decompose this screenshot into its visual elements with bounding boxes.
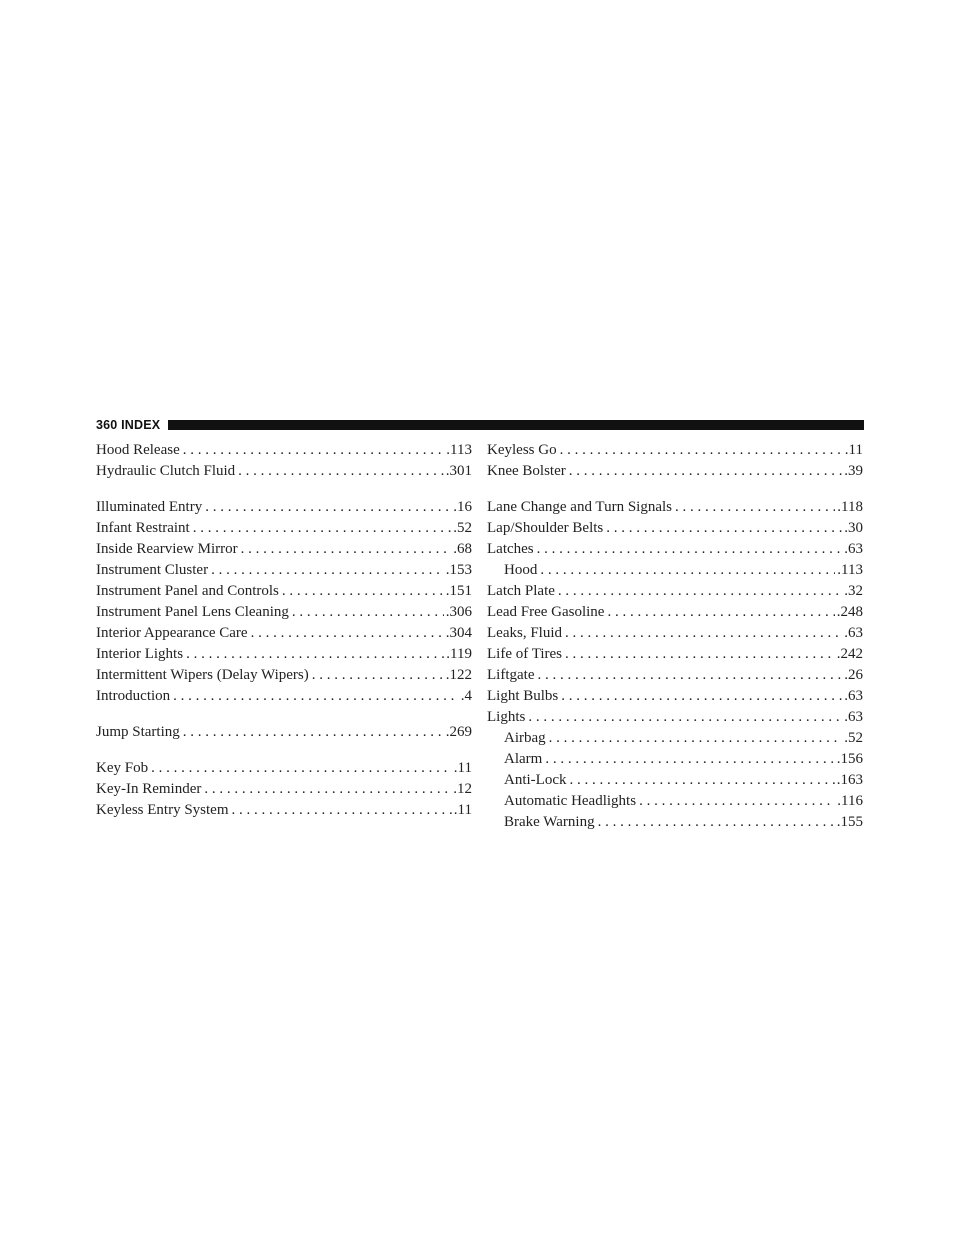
- entry-page-number: .151: [445, 583, 472, 599]
- index-entry: [487, 644, 863, 665]
- entry-page-number: .12: [453, 781, 472, 797]
- entry-page-number: .52: [453, 520, 472, 536]
- index-entry: [96, 623, 472, 644]
- dot-leader: [561, 686, 842, 707]
- dot-leader: [558, 581, 842, 602]
- entry-term: Leaks, Fluid: [487, 625, 562, 641]
- index-entry: [96, 758, 472, 779]
- dot-leader: [598, 812, 835, 833]
- dot-leader: [675, 497, 835, 518]
- entry-term: Liftgate: [487, 667, 535, 683]
- entry-term: Brake Warning: [504, 814, 595, 830]
- entry-term: Life of Tires: [487, 646, 562, 662]
- entry-term: Jump Starting: [96, 724, 180, 740]
- dot-leader: [537, 665, 842, 686]
- entry-term: Interior Appearance Care: [96, 625, 248, 641]
- entry-page-number: .52: [844, 730, 863, 746]
- dot-leader: [205, 497, 451, 518]
- entry-page-number: .63: [844, 541, 863, 557]
- entry-page-number: .119: [446, 646, 472, 662]
- entry-term: Key-In Reminder: [96, 781, 202, 797]
- index-entry: [487, 602, 863, 623]
- entry-page-number: .4: [460, 688, 472, 704]
- dot-leader: [211, 560, 444, 581]
- index-entry: [96, 779, 472, 800]
- entry-term: Alarm: [504, 751, 543, 767]
- entry-term: Automatic Headlights: [504, 793, 637, 809]
- index-subentry: [487, 728, 863, 749]
- entry-term: Knee Bolster: [487, 463, 566, 479]
- entry-term: Instrument Panel Lens Cleaning: [96, 604, 289, 620]
- index-entry: [96, 686, 472, 707]
- index-entry: [487, 539, 863, 560]
- dot-leader: [173, 686, 459, 707]
- entry-term: Infant Restraint: [96, 520, 190, 536]
- header-title: 360 INDEX: [96, 418, 161, 432]
- entry-page-number: .153: [445, 562, 472, 578]
- entry-term: Keyless Go: [487, 442, 557, 458]
- entry-page-number: .122: [445, 667, 472, 683]
- index-entry: [487, 440, 863, 461]
- entry-page-number: .26: [844, 667, 863, 683]
- entry-page-number: .116: [837, 793, 863, 809]
- entry-term: Intermittent Wipers (Delay Wipers): [96, 667, 309, 683]
- dot-leader: [569, 770, 834, 791]
- entry-page-number: .269: [445, 724, 472, 740]
- entry-term: Light Bulbs: [487, 688, 559, 704]
- entry-term: Instrument Cluster: [96, 562, 209, 578]
- entry-page-number: .242: [836, 646, 863, 662]
- entry-term: Airbag: [504, 730, 546, 746]
- entry-term: Lap/Shoulder Belts: [487, 520, 604, 536]
- dot-leader: [560, 440, 843, 461]
- dot-leader: [292, 602, 444, 623]
- dot-leader: [606, 518, 842, 539]
- index-subentry: [487, 791, 863, 812]
- entry-page-number: .248: [836, 604, 863, 620]
- entry-term: Lead Free Gasoline: [487, 604, 605, 620]
- dot-leader: [565, 644, 835, 665]
- entry-page-number: .39: [844, 463, 863, 479]
- entry-term: Keyless Entry System: [96, 802, 229, 818]
- dot-leader: [282, 581, 444, 602]
- dot-leader: [251, 623, 444, 644]
- dot-leader: [312, 665, 444, 686]
- index-entry: [487, 497, 863, 518]
- entry-term: Lights: [487, 709, 526, 725]
- index-subentry: [487, 812, 863, 833]
- index-subentry: [487, 560, 863, 581]
- index-entry: [487, 665, 863, 686]
- index-entry: [96, 497, 472, 518]
- entry-term: Latch Plate: [487, 583, 555, 599]
- index-entry: [487, 581, 863, 602]
- entry-term: Interior Lights: [96, 646, 184, 662]
- index-entry: [96, 461, 472, 482]
- header-rule: [168, 420, 864, 430]
- entry-page-number: .156: [836, 751, 863, 767]
- entry-page-number: .11: [844, 442, 863, 458]
- dot-leader: [569, 461, 843, 482]
- index-column-right: [487, 440, 863, 833]
- dot-leader: [151, 758, 452, 779]
- index-entry: [96, 539, 472, 560]
- dot-leader: [183, 440, 445, 461]
- entry-page-number: .155: [836, 814, 863, 830]
- index-column-left: [96, 440, 472, 821]
- dot-leader: [639, 791, 835, 812]
- entry-page-number: .163: [836, 772, 863, 788]
- dot-leader: [565, 623, 842, 644]
- entry-term: Hood Release: [96, 442, 180, 458]
- dot-leader: [537, 539, 843, 560]
- index-entry: [96, 602, 472, 623]
- dot-leader: [540, 560, 835, 581]
- dot-leader: [545, 749, 834, 770]
- dot-leader: [183, 722, 444, 743]
- entry-page-number: .301: [445, 463, 472, 479]
- entry-page-number: .63: [844, 709, 863, 725]
- entry-page-number: .118: [837, 499, 863, 515]
- index-entry: [96, 800, 472, 821]
- entry-page-number: .113: [446, 442, 472, 458]
- entry-term: Lane Change and Turn Signals: [487, 499, 672, 515]
- index-entry: [487, 518, 863, 539]
- entry-page-number: .304: [445, 625, 472, 641]
- index-entry: [487, 623, 863, 644]
- entry-term: Hydraulic Clutch Fluid: [96, 463, 236, 479]
- entry-page-number: .32: [844, 583, 863, 599]
- index-entry: [96, 440, 472, 461]
- dot-leader: [204, 779, 451, 800]
- dot-leader: [232, 800, 452, 821]
- entry-page-number: .306: [445, 604, 472, 620]
- dot-leader: [238, 461, 444, 482]
- entry-page-number: .63: [844, 625, 863, 641]
- entry-page-number: .16: [453, 499, 472, 515]
- entry-page-number: .11: [453, 760, 472, 776]
- index-entry: [487, 461, 863, 482]
- dot-leader: [528, 707, 842, 728]
- index-subentry: [487, 770, 863, 791]
- index-entry: [96, 665, 472, 686]
- dot-leader: [607, 602, 834, 623]
- dot-leader: [186, 644, 444, 665]
- entry-term: Instrument Panel and Controls: [96, 583, 279, 599]
- index-subentry: [487, 749, 863, 770]
- entry-page-number: .11: [453, 802, 472, 818]
- index-entry: [487, 686, 863, 707]
- entry-term: Hood: [504, 562, 538, 578]
- index-entry: [96, 518, 472, 539]
- entry-page-number: .30: [844, 520, 863, 536]
- index-entry: [96, 560, 472, 581]
- entry-term: Key Fob: [96, 760, 149, 776]
- page-header: [96, 417, 864, 433]
- index-entry: [96, 722, 472, 743]
- entry-term: Introduction: [96, 688, 171, 704]
- dot-leader: [549, 728, 843, 749]
- index-entry: [487, 707, 863, 728]
- entry-term: Inside Rearview Mirror: [96, 541, 238, 557]
- dot-leader: [193, 518, 452, 539]
- entry-term: Latches: [487, 541, 534, 557]
- index-entry: [96, 581, 472, 602]
- index-entry: [96, 644, 472, 665]
- dot-leader: [241, 539, 452, 560]
- entry-page-number: .113: [837, 562, 863, 578]
- entry-page-number: .68: [453, 541, 472, 557]
- entry-term: Anti-Lock: [504, 772, 567, 788]
- entry-term: Illuminated Entry: [96, 499, 203, 515]
- entry-page-number: .63: [844, 688, 863, 704]
